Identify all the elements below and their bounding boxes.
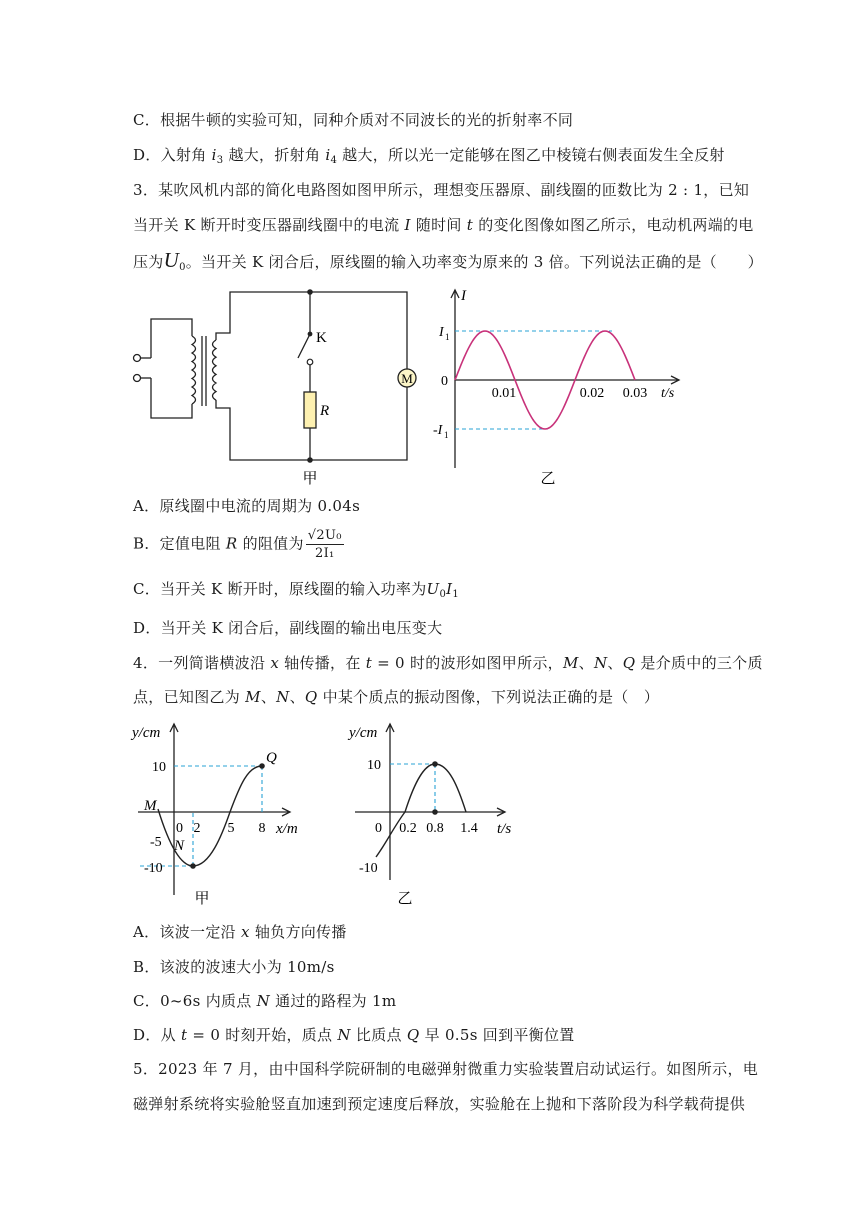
x-tick-2: 0.02 — [579, 386, 605, 401]
q2-option-c: C．根据牛顿的实验可知，同种介质对不同波长的光的折射率不同 — [133, 111, 574, 129]
q5-stem-line1: 5．2023 年 7 月，由中国科学院研制的电磁弹射微重力实验装置启动试运行。如图所示，电 — [133, 1060, 759, 1078]
label-n: N — [174, 838, 185, 854]
q3-current-graph — [425, 282, 695, 487]
q3-option-b: B．定值电阻 R 的阻值为 $\frac{\text{√2U₀}}{\text{2I₁}}$ — [133, 528, 342, 561]
switch-label: K — [316, 330, 327, 346]
figure-caption-yi: 乙 — [397, 891, 413, 907]
y-tick-neg10: -10 — [144, 861, 163, 876]
label-m: M — [144, 798, 157, 814]
y-tick-top: I — [439, 325, 444, 340]
figure-caption-jia: 甲 — [302, 471, 318, 487]
y-tick-bottom-sub: 1 — [444, 430, 449, 440]
x-tick-3: 0.03 — [622, 386, 648, 401]
x-tick-8: 8 — [258, 821, 266, 836]
y-tick-neg10: -10 — [359, 861, 378, 876]
q4-vibration-graph — [345, 715, 535, 910]
q3-option-d: D．当开关 K 闭合后，副线圈的输出电压变大 — [133, 619, 443, 637]
q3-stem-line3: 压为$U_0$。当开关 K 闭合后，原线圈的输入功率变为原来的 3 倍。下列说法正确的是（ ） — [133, 248, 763, 273]
q4-option-c: C．0~6s 内质点 N 通过的路程为 1m — [133, 992, 397, 1010]
q5-stem-line2: 磁弹射系统将实验舱竖直加速到预定速度后释放，实验舱在上抛和下落阶段为科学载荷提供 — [133, 1095, 746, 1113]
q4-option-b: B．该波的波速大小为 10m/s — [133, 958, 335, 976]
y-tick-neg5: -5 — [150, 835, 162, 850]
x-tick-0: 0 — [176, 821, 183, 836]
q4-stem-line1: 4．一列简谐横波沿 x 轴传播，在 t = 0 时的波形如图甲所示，M、N、Q 是介质中的三个质 — [133, 654, 763, 672]
q4-wave-graph — [130, 715, 315, 910]
y-axis-label: y/cm — [132, 725, 161, 741]
q3-option-c: C．当开关 K 断开时，原线圈的输入功率为$U_0I_1$ — [133, 580, 460, 600]
q4-option-a: A．该波一定沿 x 轴负方向传播 — [133, 923, 347, 941]
x-axis-label: t/s — [497, 821, 512, 837]
figure-caption-yi: 乙 — [540, 471, 556, 487]
x-tick-2: 2 — [193, 821, 201, 836]
y-tick-10: 10 — [152, 760, 166, 775]
q3-option-a: A．原线圈中电流的周期为 0.04s — [133, 497, 361, 515]
figure-caption-jia: 甲 — [194, 891, 210, 907]
q3-circuit-diagram — [120, 282, 420, 487]
q4-option-d: D．从 t = 0 时刻开始，质点 N 比质点 Q 早 0.5s 回到平衡位置 — [133, 1026, 575, 1044]
resistor — [304, 392, 316, 428]
point-q — [259, 763, 265, 769]
x-tick-0: 0 — [375, 821, 382, 836]
x-tick-0-2: 0.2 — [399, 821, 417, 836]
resistor-label: R — [320, 403, 330, 419]
motor-label: M — [401, 371, 413, 386]
axis-point — [432, 809, 438, 815]
peak-point — [432, 761, 438, 767]
q3-stem-line2: 当开关 K 断开时变压器副线圈中的电流 I 随时间 t 的变化图像如图乙所示，电动机两端的电 — [133, 216, 754, 234]
x-tick-1-4: 1.4 — [460, 821, 478, 836]
y-axis-label: I — [461, 288, 466, 304]
x-axis-label: t/s — [661, 386, 675, 401]
x-axis-label: x/m — [276, 821, 298, 837]
origin-label: 0 — [441, 374, 448, 389]
x-tick-5: 5 — [227, 821, 235, 836]
y-axis-label: y/cm — [349, 725, 378, 741]
x-tick-1: 0.01 — [491, 386, 517, 401]
fraction: $\frac{\text{√2U₀}}{\text{2I₁}}$ — [307, 528, 342, 561]
q3-stem-line1: 3．某吹风机内部的简化电路图如图甲所示，理想变压器原、副线圈的匝数比为 2 : 1，已知 — [133, 181, 750, 199]
point-n — [190, 863, 196, 869]
q2-option-d: D．入射角 $i_3$ 越大，折射角 $i_4$ 越大，所以光一定能够在图乙中棱镜右侧表面发生全反射 — [133, 146, 725, 166]
x-tick-0-8: 0.8 — [426, 821, 444, 836]
label-q: Q — [266, 750, 277, 766]
q4-stem-line2: 点，已知图乙为 M、N、Q 中某个质点的振动图像，下列说法正确的是（ ） — [133, 688, 660, 706]
y-tick-bottom: -I — [433, 423, 443, 438]
y-tick-10: 10 — [367, 758, 381, 773]
y-tick-top-sub: 1 — [445, 332, 450, 342]
